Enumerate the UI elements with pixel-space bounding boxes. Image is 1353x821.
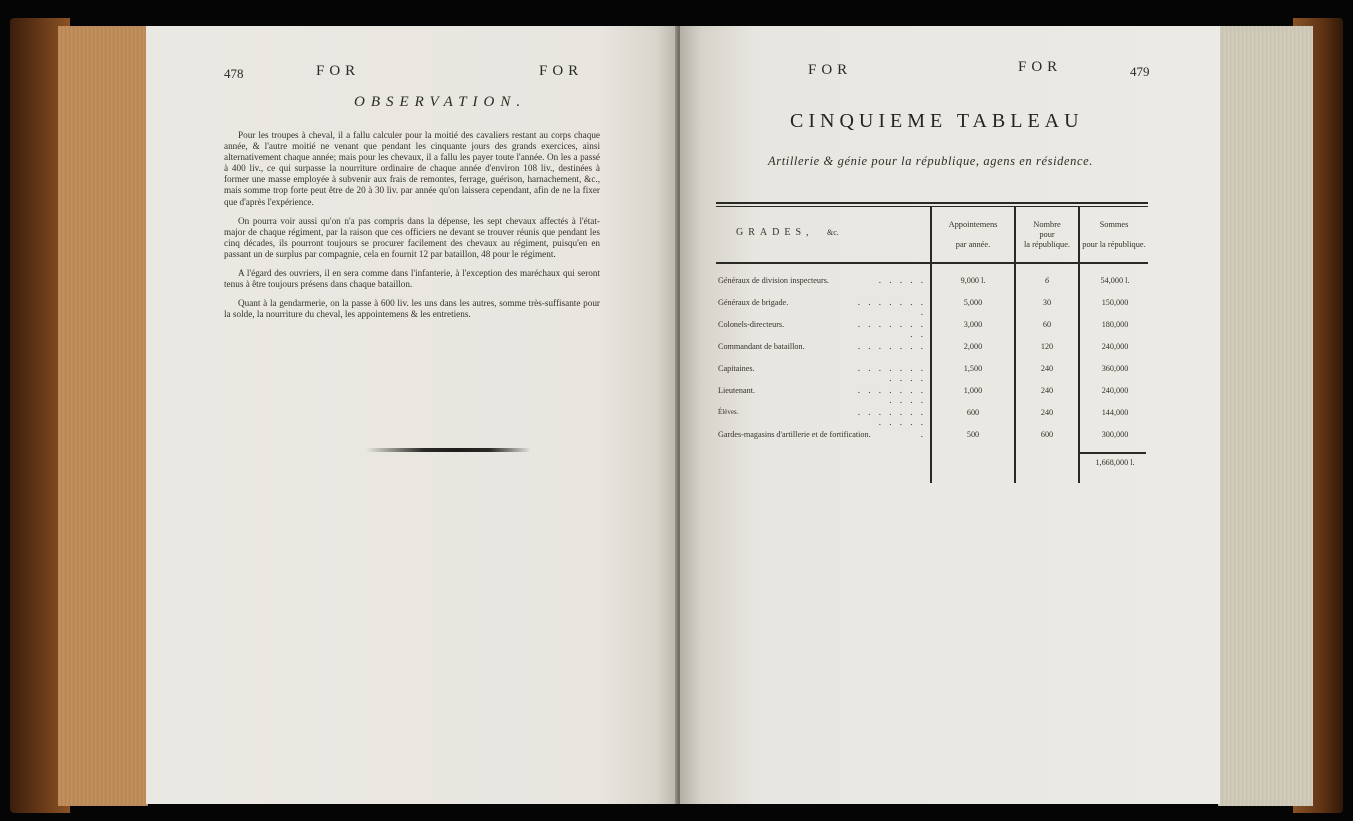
sommes-value: 150,000 [1101, 298, 1129, 307]
leader-dots: . . . . . . . . [857, 297, 926, 317]
grade-name: Lieutenant. [718, 386, 756, 395]
sommes-value: 144,000 [1101, 408, 1129, 417]
table-row [716, 294, 1148, 316]
page-number-left: 478 [224, 66, 244, 81]
sommes-value: 240,000 [1101, 386, 1129, 395]
table-top-rule-thin [716, 206, 1148, 207]
paragraph-1: Pour les troupes à cheval, il a fallu calculer pour la moitié des cavaliers restant au corps chaque année, & l'autre moitié ne venant que pendant les cinquante jours des grands exercices, ainsi alternativement chaque année; mais pour les chevaux, il a fallu les payer toute l'année. On les a passé à 400 liv., ce qui surpasse la nourriture ordinaire de chaque année d'environ 108 liv., destinées à former une masse employée à subvenir aux frais de remontes, ferrage, guérison, harnachement, &c., mais somme trop forte peut être de 20 à 30 liv. par année qu'on laissera cependant, afin de ne la fixer que d'après l'expérience. [224, 130, 600, 207]
header-sommes [1080, 220, 1148, 250]
leader-dots: . . . . . . . . . [857, 319, 926, 339]
grade-name: Capitaines. [718, 364, 755, 373]
total-value: 1,668,000 l. [1095, 458, 1135, 467]
grade-name: Commandant de bataillon. [718, 342, 805, 351]
appointemens-value: 1,000 [963, 386, 983, 395]
nombre-value: 240 [1040, 386, 1054, 395]
nombre-value: 240 [1040, 364, 1054, 373]
grade-name: Généraux de division inspecteurs. [718, 276, 829, 285]
table-row [716, 426, 1148, 448]
open-book [10, 18, 1343, 813]
header-appointemens-line1: Appointemens [948, 220, 998, 229]
nombre-value: 30 [1042, 298, 1052, 307]
running-head-right: FOR [1018, 59, 1063, 75]
running-head-left: FOR [808, 62, 853, 78]
nombre-value: 60 [1042, 320, 1052, 329]
table-row [716, 382, 1148, 404]
leader-dots: . . . . . . . . . . . [857, 385, 926, 405]
header-grades-etc: &c. [827, 228, 839, 237]
sommes-value: 240,000 [1101, 342, 1129, 351]
grade-name: Élèves. [718, 408, 739, 416]
nombre-value: 600 [1040, 430, 1054, 439]
table-row [716, 360, 1148, 382]
right-page [680, 26, 1220, 804]
header-nombre-line1: Nombre [1033, 220, 1061, 229]
paragraph-3: A l'égard des ouvriers, il en sera comme dans l'infanterie, à l'exception des maréchaux qui seront tenus à être toujours présens dans chaque bataillon. [224, 268, 600, 290]
page-edges-right [1218, 26, 1313, 806]
appointemens-value: 5,000 [963, 298, 983, 307]
leader-dots: . . . . . [878, 275, 926, 285]
table-subtitle: Artillerie & génie pour la république, agens en résidence. [768, 154, 1094, 168]
running-head-right: FOR [539, 63, 584, 79]
header-grades-label: GRADES, [736, 227, 814, 238]
header-nombre-line3: la république. [1023, 240, 1071, 249]
appointemens-value: 2,000 [963, 342, 983, 351]
sommes-value: 300,000 [1101, 430, 1129, 439]
table-title: CINQUIEME TABLEAU [790, 110, 1084, 132]
paragraph-4: Quant à la gendarmerie, on la passe à 600 liv. les uns dans les autres, somme très-suffisante pour la solde, la nourriture du cheval, les appointemens & les entretiens. [224, 298, 600, 320]
pay-table [716, 202, 1148, 485]
ornamental-rule [366, 448, 531, 452]
page-number-right: 479 [1130, 64, 1150, 79]
grade-name: Gardes-magasins d'artillerie et de fortification. [718, 430, 871, 439]
section-title: OBSERVATION. [354, 94, 527, 110]
header-nombre-line2: pour [1039, 230, 1055, 239]
table-row [716, 272, 1148, 294]
header-sommes-line2: pour la république. [1082, 240, 1146, 249]
sommes-value: 180,000 [1101, 320, 1129, 329]
sommes-value: 360,000 [1101, 364, 1129, 373]
paragraph-2: On pourra voir aussi qu'on n'a pas compris dans la dépense, les sept chevaux affectés à l'état-major de chaque régiment, par la raison que ces officiers ne devant se trouver réunis que pendant les cinq décades, ils pourront toujours se procurer facilement des chevaux au régiment, puisqu'en en passant un de surplus par compagnie, cela en fournit 12 par bataillon, 48 pour le régiment. [224, 215, 600, 259]
appointemens-value: 500 [966, 430, 980, 439]
header-appointemens [932, 220, 1014, 250]
leader-dots: . . . . . . . . . . . . [857, 407, 926, 427]
leader-dots: . [920, 429, 926, 439]
leader-dots: . . . . . . . [857, 341, 926, 351]
appointemens-value: 3,000 [963, 320, 983, 329]
table-row [716, 404, 1148, 426]
appointemens-value: 1,500 [963, 364, 983, 373]
table-top-rule [716, 202, 1148, 204]
page-edges-left [58, 26, 148, 806]
grade-name: Colonels-directeurs. [718, 320, 785, 329]
table-row [716, 338, 1148, 360]
appointemens-value: 9,000 l. [960, 276, 986, 285]
body-text [224, 130, 600, 320]
header-bottom-rule [716, 262, 1148, 264]
appointemens-value: 600 [966, 408, 980, 417]
running-head-left: FOR [316, 63, 361, 79]
header-grades [736, 228, 839, 238]
nombre-value: 6 [1044, 276, 1050, 285]
grade-name: Généraux de brigade. [718, 298, 789, 307]
header-appointemens-line2: par année. [955, 240, 991, 249]
table-total-row [716, 454, 1148, 476]
table-row [716, 316, 1148, 338]
left-page [146, 26, 678, 804]
header-nombre [1016, 220, 1078, 250]
leader-dots: . . . . . . . . . . . [857, 363, 926, 383]
sommes-value: 54,000 l. [1100, 276, 1130, 285]
nombre-value: 240 [1040, 408, 1054, 417]
header-sommes-line1: Sommes [1099, 220, 1129, 229]
nombre-value: 120 [1040, 342, 1054, 351]
